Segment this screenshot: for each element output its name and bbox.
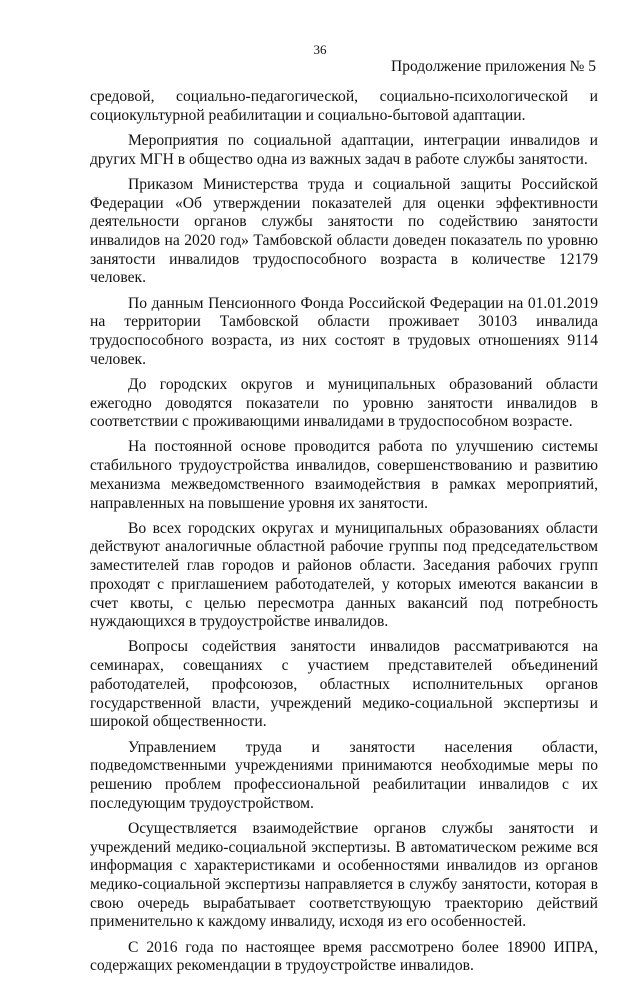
paragraph: На постоянной основе проводится работа по улучшению системы стабильного трудоустройства инвалидов, совершенствованию и развитию механизма межведомственного взаимодействия в рамках мероприятий, направленных на повышение уровня их занятости.: [90, 438, 598, 512]
paragraph: Мероприятия по социальной адаптации, интеграции инвалидов и других МГН в общество одна из важных задач в работе службы занятости.: [90, 131, 598, 168]
paragraph: До городских округов и муниципальных образований области ежегодно доводятся показатели по уровню занятости инвалидов в соответствии с проживающими инвалидами в трудоспособном возрасте.: [90, 375, 598, 431]
document-body: [90, 88, 598, 982]
paragraph: С 2016 года по настоящее время рассмотрено более 18900 ИПРА, содержащих рекомендации в трудоустройстве инвалидов.: [90, 938, 598, 975]
paragraph: По данным Пенсионного Фонда Российской Федерации на 01.01.2019 на территории Тамбовской области проживает 30103 инвалида трудоспособного возраста, из них состоят в трудовых отношениях 9114 человек.: [90, 294, 598, 368]
paragraph: Управлением труда и занятости населения области, подведомственными учреждениями принимаются необходимые меры по решению проблем профессиональной реабилитации инвалидов с их последующим трудоустройством.: [90, 738, 598, 812]
paragraph: Вопросы содействия занятости инвалидов рассматриваются на семинарах, совещаниях с участием представителей объединений работодателей, профсоюзов, областных исполнительных органов государственной власти, учреждений медико-социальной экспертизы и широкой общественности.: [90, 638, 598, 731]
paragraph: Во всех городских округах и муниципальных образованиях области действуют аналогичные областной рабочие группы под председательством заместителей глав городов и районов области. Заседания рабочих групп проходят с приглашением работодателей, у которых имеются вакансии в счет квоты, с целью пересмотра данных вакансий под потребность нуждающихся в трудоустройстве инвалидов.: [90, 519, 598, 631]
paragraph: средовой, социально-педагогической, социально-психологической и социокультурной реабилитации и социально-бытовой адаптации.: [90, 88, 598, 124]
paragraph: Приказом Министерства труда и социальной защиты Российской Федерации «Об утверждении показателей для оценки эффективности деятельности органов службы занятости по содействию занятости инвалидов на 2020 год» Тамбовской области доведен показатель по уровню занятости инвалидов трудоспособного возраста в количестве 12179 человек.: [90, 175, 598, 287]
page-number: 36: [313, 42, 327, 57]
appendix-continuation-label: Продолжение приложения № 5: [391, 58, 596, 75]
paragraph: Осуществляется взаимодействие органов службы занятости и учреждений медико-социальной экспертизы. В автоматическом режиме вся информация с характеристиками и особенностями инвалидов из органов медико-социальной экспертизы направляется в службу занятости, которая в свою очередь вырабатывает соответствующую траекторию действий применительно к каждому инвалиду, исходя из его особенностей.: [90, 819, 598, 931]
